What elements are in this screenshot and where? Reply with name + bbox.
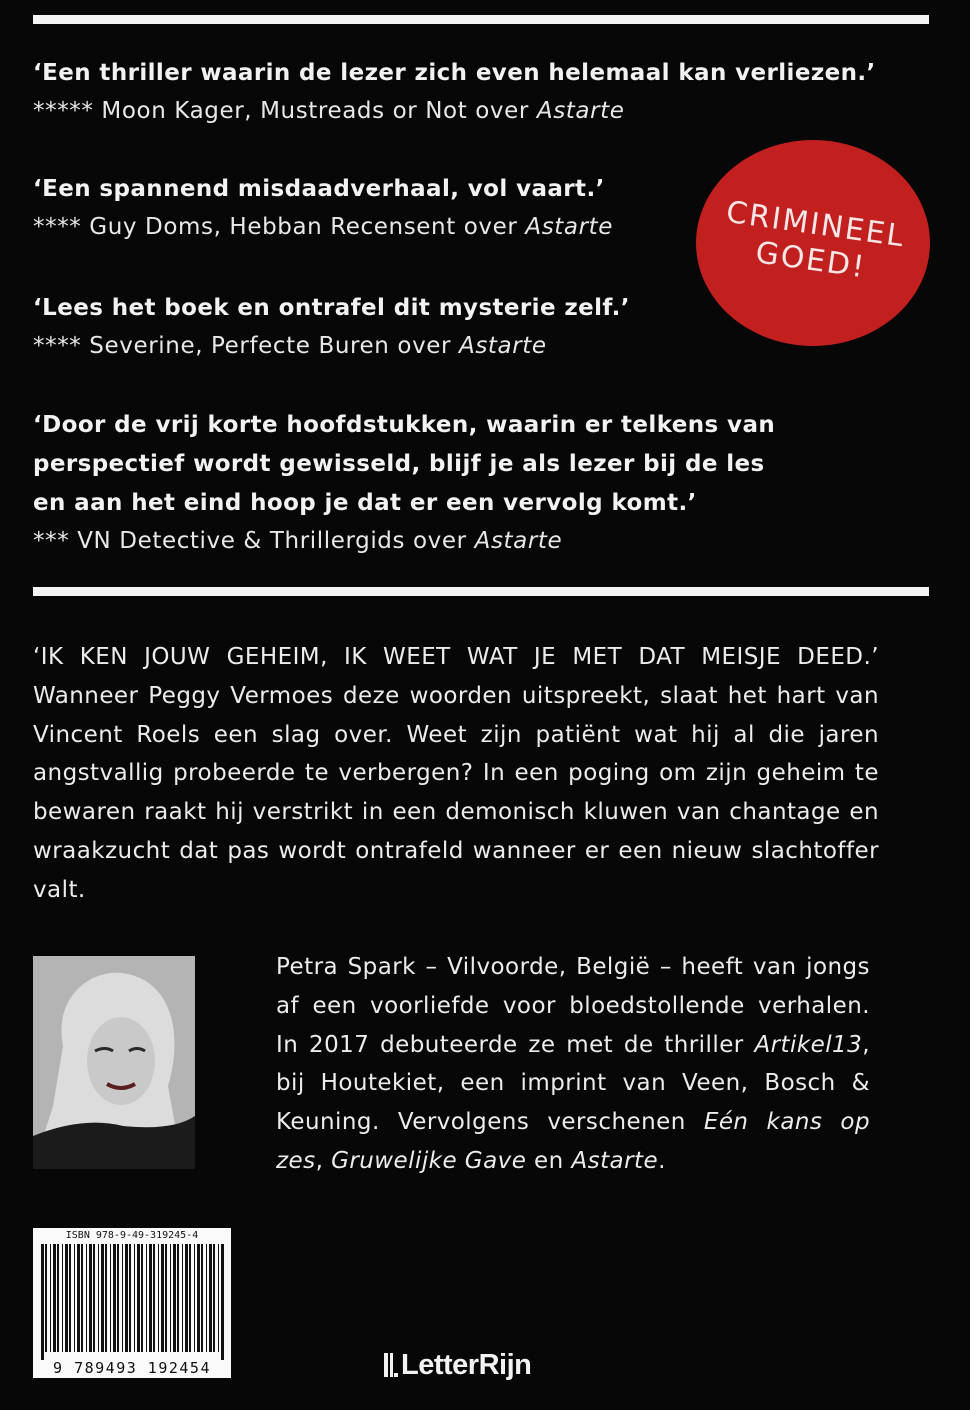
review-source: **** Guy Doms, Hebban Recensent over Astarte bbox=[33, 214, 614, 240]
top-rule bbox=[33, 15, 929, 24]
publisher-mark-icon bbox=[384, 1351, 398, 1379]
review-source: ***** Moon Kager, Mustreads or Not over Astarte bbox=[33, 98, 625, 124]
barcode-bars bbox=[33, 1228, 231, 1378]
book-title: Astarte bbox=[571, 1147, 659, 1174]
publisher-logo bbox=[384, 1345, 531, 1385]
review-1 bbox=[33, 54, 893, 129]
author-bio: Petra Spark – Vilvoorde, België – heeft van jongs af een voorliefde voor bloedstollende verhalen. In 2017 debuteerde ze met de thriller Artikel13, bij Houtekiet, een imprint van Veen, Bosch & Keuning. Vervolgens verschenen Eén kans op zes, Gruwelijke Gave en Astarte. bbox=[276, 954, 870, 1174]
review-source: **** Severine, Perfecte Buren over Astarte bbox=[33, 333, 547, 359]
barcode-digits: 9 789493 192454 bbox=[53, 1359, 211, 1377]
review-4 bbox=[33, 406, 893, 559]
review-source: *** VN Detective & Thrillergids over Astarte bbox=[33, 528, 563, 554]
publisher-name: LetterRijn bbox=[401, 1348, 532, 1381]
middle-rule bbox=[33, 587, 929, 596]
author-photo bbox=[33, 956, 195, 1169]
book-title: Artikel13 bbox=[754, 1031, 863, 1058]
book-blurb: ‘IK KEN JOUW GEHEIM, IK WEET WAT JE MET DAT MEISJE DEED.’ Wanneer Peggy Vermoes deze woorden uitspreekt, slaat het hart van Vincent Roels een slag over. Weet zijn patiënt wat hij al die jaren angstvallig probeerde te verbergen? In een poging om zijn geheim te bewaren raakt hij verstrikt in een demonisch kluwen van chantage en wraakzucht dat pas wordt ontrafeld wanneer er een nieuw slachtoffer valt. bbox=[33, 644, 879, 903]
review-quote: ‘Lees het boek en ontrafel dit mysterie zelf.’ bbox=[33, 295, 630, 321]
review-quote: ‘Door de vrij korte hoofdstukken, waarin er telkens van perspectief wordt gewisseld, blijf je als lezer bij de les en aan het eind hoop je dat er een vervolg komt.’ bbox=[33, 412, 776, 516]
crimineel-goed-badge bbox=[696, 140, 930, 346]
book-title: Gruwelijke Gave bbox=[331, 1147, 527, 1174]
review-quote: ‘Een spannend misdaadverhaal, vol vaart.’ bbox=[33, 176, 605, 202]
isbn-label: ISBN 978-9-49-319245-4 bbox=[65, 1230, 199, 1241]
book-title: Astarte bbox=[536, 98, 625, 124]
badge-text: CRIMINEEL GOED! bbox=[723, 194, 908, 286]
book-title: Astarte bbox=[525, 214, 614, 240]
review-quote: ‘Een thriller waarin de lezer zich even helemaal kan verliezen.’ bbox=[33, 60, 876, 86]
book-title: Astarte bbox=[474, 528, 563, 554]
book-title: Eén kans op zes bbox=[276, 1109, 870, 1174]
book-title: Astarte bbox=[459, 333, 547, 359]
isbn-barcode bbox=[33, 1228, 231, 1378]
